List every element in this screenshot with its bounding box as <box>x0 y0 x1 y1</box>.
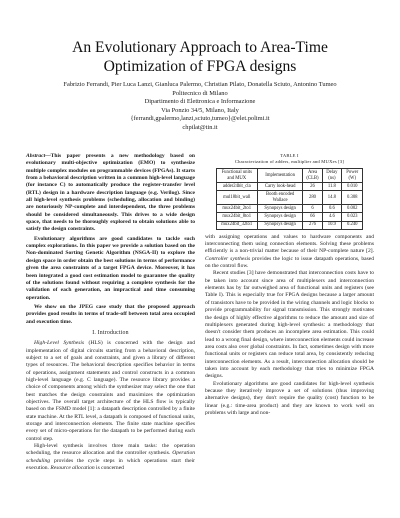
intro-term-scheduling: Operation scheduling <box>26 450 195 464</box>
intro-paragraph-1 <box>26 340 195 443</box>
table-caption <box>205 153 374 165</box>
table-cell: adder24bit_cla <box>216 183 257 191</box>
table-cell: 26 <box>303 183 322 191</box>
table-cell: 14.8 <box>322 191 341 205</box>
table-cell: Booth encoded Wallace <box>257 191 302 205</box>
table-number: TABLE I <box>280 153 299 158</box>
table-header-cell: Power (W) <box>342 169 363 183</box>
table-row <box>216 205 363 213</box>
author-names: Fabrizio Ferrandi, Pier Luca Lanzi, Gianluca Palermo, Christian Pilato, Donatella Sciuto, Antonino Tumeo <box>63 81 337 88</box>
table-cell: 11.8 <box>322 183 341 191</box>
table-cell: Carry look-head <box>257 183 302 191</box>
affiliation-department: Dipartimento di Elettronica e Informazione <box>144 98 256 106</box>
abstract-paragraph-1: —This paper presents a new methodology based on evolutionary multi-objective optimization (EMO) to synthesize multiple complex modules on programmable devices (FPGAs). It starts from a behavioral description written in a common high-level language (for instance C) to automatically produce the register-transfer level (RTL) design in a hardware description language (e.g. Verilog). Since all high-level synthesis problems (scheduling, allocation and binding) are notoriously NP-complete and interdependent, the three problems should be considered simultaneously. This drives to a wide design space, that needs to be thoroughly explored to obtain solutions able to satisfy the design constraints. <box>26 153 195 233</box>
affiliation-university: Politecnico di Milano <box>172 89 228 97</box>
intro-paragraph-2 <box>26 443 195 472</box>
right-paragraph-2: Recent studies [3] have demonstrated that interconnection costs have to be taken into account since area of multiplexers and interconnection elements has by far outweighed area of functional units and registers (see Table I). This is especially true for FPGA designs because a larger amount of transistors have to be provided in the wiring channels and logic blocks to provide programmability for signal transmission. This strongly motivates the design of highly effective algorithms to reduce the amount and size of multiplexers generated during high-level synthesis: a methodology that doesn't consider them produces an incomplete area estimation. This could lead to a wrong final design, where interconnection elements could increase area costs also over global constraints. In fact, sometimes design with more functional units or registers can reduce total area, by consistently reducing interconnection elements. As a result, interconnection allocation should be taken into account by each methodology that tries to minimize FPGA designs. <box>205 270 374 380</box>
intro-paragraph-2-text-b: provides the cycle steps in which operations start their execution. <box>26 457 195 472</box>
table-cell: Synopsys design <box>257 221 302 229</box>
right-paragraph-1 <box>205 234 374 271</box>
author-email-2: chpilat@tin.it <box>182 123 218 131</box>
table-cell: 10.9 <box>322 221 341 229</box>
table-header-cell: Area (CLB) <box>303 169 322 183</box>
table-header-cell: Functional units and MUX <box>216 169 257 183</box>
table-cell: 66 <box>303 213 322 221</box>
intro-hls-term: High-Level Synthesis <box>34 340 85 347</box>
intro-paragraph-1-text: (HLS) is concerned with the design and implementation of digital circuits starting from a behavioral description, subject to a set of goals and constraints, and given a library of different types of resources. The behavioral description specifies behavior in terms of operations, assignment statements and control constructs in a common high-level language (e.g. C language). The resource library provides a choice of components among which the synthesizer may select the one that best matches the design constraints and maximizes the optimization objectives. The overall target architecture of the HLS flow is typically based on the FSMD model [1]: a datapath description controlled by a finite state machine. At the RTL level, a datapath is composed of functional units, storage and interconnection elements. The finite state machine specifies every set of micro-operations for the datapath to be performed during each control step. <box>26 340 196 442</box>
table-cell: 280 <box>303 191 322 205</box>
table-header-cell: Implementation <box>257 169 302 183</box>
table-cell: 0.308 <box>342 191 363 205</box>
table-header-cell: Delay (ns) <box>322 169 341 183</box>
table-cell: 0.002 <box>342 205 363 213</box>
section-heading-introduction: I. Introduction <box>92 329 129 336</box>
title-line-2: Optimization of FPGA designs <box>103 58 297 75</box>
table-cell: 0.023 <box>342 213 363 221</box>
table-cell: Synopsys design <box>257 213 302 221</box>
abstract-paragraph-2: Evolutionary algorithms are good candidates to tackle such complex explorations. In this paper we provide a solution based on the Non-dominated Sorting Genetic Algorithm (NSGA-II) to explore the design space in order obtain the best solutions in terms of performance given the area constraints of a target FPGA device. Moreover, it has been integrated a good cost estimation model to guarantee the quality of the solutions found without requiring a complete synthesis for the validation of each generation, an impractical and time consuming operation. <box>26 235 195 301</box>
right-paragraph-1-text-b: provides the logic to issue datapath operations, based on the control flow. <box>205 255 374 270</box>
affiliation-address: Via Ponzio 34/5, Milano, Italy <box>161 106 239 114</box>
table-cell: 0.010 <box>342 183 363 191</box>
paper-title <box>20 38 380 76</box>
abstract-paragraph-3: We show on the JPEG case study that the proposed approach provides good results in terms of trade-off between total area occupied and execution time. <box>26 303 195 325</box>
intro-paragraph-2-text-c: is concerned <box>94 465 124 472</box>
table-row <box>216 213 363 221</box>
table-row <box>216 183 363 191</box>
right-paragraph-3: Evolutionary algorithms are good candidates for high-level synthesis because they iteratively improve a set of solutions (thus improving alternative designs), they don't require the quality (cost) function to be linear (e.g.: time-area product) and they are known to work well on problems with large and non- <box>205 380 374 416</box>
table-cell: 4.6 <box>322 213 341 221</box>
table-row <box>216 191 363 205</box>
abstract <box>26 153 195 234</box>
table-cell: mux24bit_8to1 <box>216 213 257 221</box>
intro-term-allocation: Resource allocation <box>50 465 95 472</box>
characterization-table <box>216 168 364 229</box>
author-emails: {ferrandi,gpalermo,lanzi,sciuto,tumeo}@elet.polimi.it <box>130 115 270 123</box>
table-cell: mul18bit_wall <box>216 191 257 205</box>
table-cell: mux24bit_32to1 <box>216 221 257 229</box>
right-term-controller: Controller synthesis <box>205 255 251 262</box>
author-block <box>20 81 380 133</box>
right-column <box>205 153 374 417</box>
left-column <box>26 153 195 472</box>
right-paragraph-1-text: with assigning operations and values to hardware components and interconnecting them using connection elements. Solving these problems efficiently is a non-trivial matter because of their NP-complete nature [2]. <box>205 233 374 255</box>
table-cell: 276 <box>303 221 322 229</box>
intro-paragraph-2-text-a: High-level synthesis involves three main tasks: the operation scheduling, the resource allocation and the controller synthesis. <box>26 443 195 457</box>
table-header-row <box>216 169 363 183</box>
table-title: Characterization of adders, multiplier and MUXes [3] <box>234 159 345 165</box>
table-cell: 0.240 <box>342 221 363 229</box>
table-cell: 0.6 <box>322 205 341 213</box>
table-row <box>216 221 363 229</box>
table-cell: Synopsys design <box>257 205 302 213</box>
title-line-1: An Evolutionary Approach to Area-Time <box>72 39 328 56</box>
abstract-lead: Abstract <box>26 153 46 159</box>
table-cell: mux24bit_2to1 <box>216 205 257 213</box>
table-cell: 6 <box>303 205 322 213</box>
